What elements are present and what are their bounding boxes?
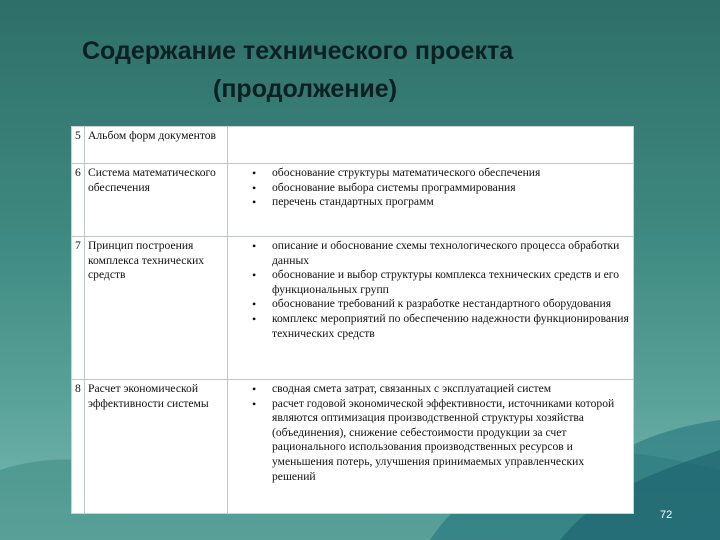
row-description [228, 164, 634, 237]
list-item: • сводная смета затрат, связанных с эксплуатацией систем [252, 382, 630, 397]
table-row [72, 237, 633, 380]
row-title: Принцип построения комплекса технических средств [85, 237, 228, 380]
bullet-list [252, 382, 630, 484]
list-item: • обоснование и выбор структуры комплекса технических средств и его функциональных групп [252, 268, 630, 297]
list-item: • обоснование структуры математического обеспечения [252, 166, 630, 181]
content-table [72, 127, 633, 513]
row-description [228, 380, 634, 514]
table-row [72, 127, 633, 164]
bullet-list [252, 239, 630, 341]
list-item: • обоснование выбора системы программирования [252, 181, 630, 196]
row-description [228, 237, 634, 380]
title-line-2: (продолжение) [213, 75, 398, 103]
row-title: Альбом форм документов [85, 127, 228, 164]
row-title: Расчет экономической эффективности системы [85, 380, 228, 514]
row-number: 7 [72, 237, 85, 380]
list-item: • расчет годовой экономической эффективности, источниками которой являются оптимизация производственной структуры хозяйства (объединения), снижение себестоимости продукции за счет рационального использования производственных ресурсов и уменьшения потерь, улучшения принимаемых управленческих решений [252, 397, 630, 485]
row-description [228, 127, 634, 164]
row-title: Система математического обеспечения [85, 164, 228, 237]
bullet-list [252, 166, 630, 210]
list-item: • перечень стандартных программ [252, 195, 630, 210]
page-number: 72 [660, 509, 673, 521]
row-number: 8 [72, 380, 85, 514]
list-item: • комплекс мероприятий по обеспечению надежности функционирования технических средств [252, 312, 630, 341]
list-item: • обоснование требований к разработке нестандартного оборудования [252, 297, 630, 312]
title-line-1: Содержание технического проекта [82, 37, 514, 65]
row-number: 5 [72, 127, 85, 164]
table-row [72, 164, 633, 237]
list-item: • описание и обоснование схемы технологического процесса обработки данных [252, 239, 630, 268]
table-row [72, 380, 633, 514]
row-number: 6 [72, 164, 85, 237]
